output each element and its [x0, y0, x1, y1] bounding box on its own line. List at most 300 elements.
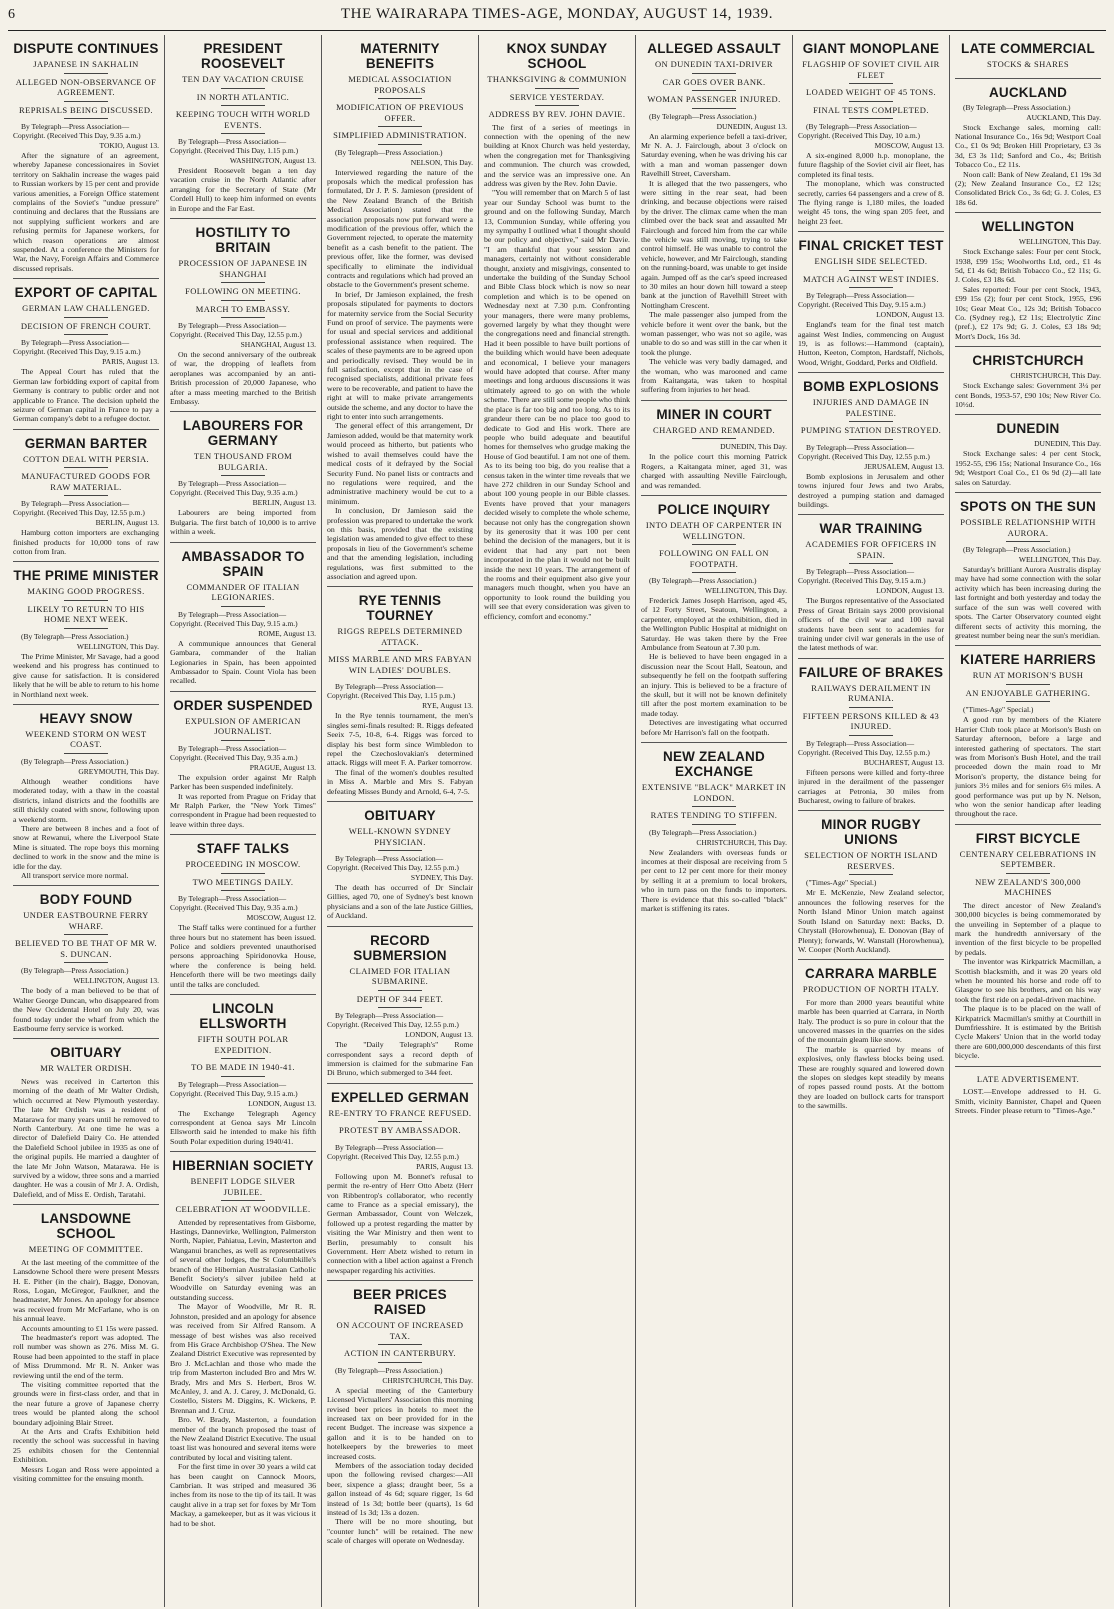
headline: THE PRIME MINISTER: [13, 568, 159, 584]
headline: GERMAN BARTER: [24, 435, 148, 451]
dateline: AUCKLAND, This Day.: [1026, 112, 1101, 122]
headline: POLICE INQUIRY: [657, 502, 771, 517]
paragraph: The death has occurred of Dr Sinclair Gillies, aged 70, one of Sydney's best known physicians and a son of the late Justice Gillies, of Auckland.: [327, 883, 473, 921]
article: [13, 279, 159, 429]
subheading: BELIEVED TO BE THAT OF MR W. S. DUNCAN.: [13, 938, 159, 963]
paragraph: A special meeting of the Canterbury Licensed Victuallers' Association this morning revised beer prices in hotels to meet the increased tax on beer provided for in the recent Budget. The increase was sixpence a gallon and it is to be handed on to hotelkeepers by the breweries to meet increased costs.: [327, 1385, 473, 1461]
subheading: FIFTH SOUTH POLAR EXPEDITION.: [170, 1034, 316, 1059]
masthead: [8, 6, 1106, 31]
paragraph: The first of a series of meetings in connection with the opening of the new building at Knox Church was held yesterday, when the congregation met for Thanksgiving and communion. The church was crowded, and the service was an impressive one. An address was given by the Rev. John Davie.: [484, 122, 630, 188]
dateline: CHRISTCHURCH, This Day.: [1010, 371, 1101, 381]
headline: MINOR RUGBY UNIONS: [821, 817, 921, 848]
dateline: PARIS, August 13.: [416, 1161, 473, 1171]
byline: (By Telegraph—Press Association.): [963, 545, 1071, 555]
dateline: GREYMOUTH, This Day.: [78, 766, 159, 776]
headline: OBITUARY: [50, 1045, 122, 1061]
article: [13, 562, 159, 705]
subheading: ON DUNEDIN TAXI-DRIVER: [641, 59, 787, 74]
subheading: STOCKS & SHARES: [987, 59, 1069, 69]
paragraph: Detectives are investigating what occurred before Mr Harrison's fall on the footpath.: [641, 718, 787, 737]
article: [170, 995, 316, 1152]
subheading: KEEPING TOUCH WITH WORLD EVENTS.: [170, 109, 316, 134]
paragraph: The Mayor of Woodville, Mr R. R. Johnston, presided and an apology for absence was received from Sir Alfred Ransom. A message of best wishes was also received from His Grace Archbishop O'Shea. The New Zealand District Executive was represented by Bro J. McLachlan and those who made the trip from Masterton included Bro and Mrs W. Brady, Mrs and Mrs S. Herbert, Bros W. McAnley, J. and A. J. Carey, J. McDonald, G. Costello, Sisters M. Diggins, K. Wickens, P. Brennan and J. Cruz.: [170, 1302, 316, 1415]
subheading: PROCESSION OF JAPANESE IN SHANGHAI: [170, 258, 316, 283]
dateline: ROME, August 13.: [258, 628, 316, 638]
dateline: PRAGUE, August 13.: [249, 762, 316, 772]
paragraph: The "Daily Telegraph's" Rome correspondent says a record depth of immersion is claimed for the submarine Fan Di Bruno, which submerged to 344 feet.: [327, 1040, 473, 1078]
byline: By Telegraph—Press Association—Copyright. (Received This Day, 9.15 a.m.): [170, 609, 298, 628]
headline: MINER IN COURT: [656, 406, 772, 422]
article: [955, 213, 1101, 347]
paragraph: All transport service more normal.: [21, 871, 129, 881]
paragraph: England's team for the final test match against West Indies, commencing on August 19, is as follows:—Hammond (captain), Hutton, Keeton, Compton, Hardstaff, Nichols, Wood, Wright, Goddard, Perks and Oldfield.: [798, 320, 944, 367]
subheading: LIKELY TO RETURN TO HIS HOME NEXT WEEK.: [13, 604, 159, 629]
headline: BOMB EXPLOSIONS: [803, 379, 939, 395]
subheading: THANKSGIVING & COMMUNION: [484, 74, 630, 89]
masthead-title: THE WAIRARAPA TIMES-AGE, MONDAY, AUGUST 14, 1939.: [340, 6, 774, 22]
paragraph: For the first time in over 30 years a wild cat has been caught on Cannock Moors, Cambrian. It was striped and measured 36 inches from its nose to the tip of its tail. It was caught alive in a trap set for foxes by Mr Tom Mackay, a gamekeeper, but as it was vicious it had to be shot.: [170, 1462, 316, 1528]
headline: PRESIDENT ROOSEVELT: [200, 41, 286, 71]
subheading: FLAGSHIP OF SOVIET CIVIL AIR FLEET: [798, 59, 944, 84]
subheading: DECISION OF FRENCH COURT.: [13, 321, 159, 336]
headline: WELLINGTON: [981, 219, 1075, 235]
paragraph: A good run by members of the Kiatere Harrier Club took place at Morison's Bush on Saturday afternoon, before a large and interested gathering of spectators. The start was from Morison's Bush Hotel, and the trail proceeded down the main road to Mr Morison's property, the distance being for juniors 3½ miles and for seniors 6½ miles. A good performance was put up by N. Nelson, who won the senior handicap after leading throughout the race.: [955, 715, 1101, 819]
subheading: PUMPING STATION DESTROYED.: [798, 425, 944, 440]
subheading: ENGLISH SIDE SELECTED.: [798, 256, 944, 271]
byline: ("Times-Age" Special.): [963, 705, 1034, 715]
subheading: RATES TENDING TO STIFFEN.: [641, 810, 787, 825]
headline: FIRST BICYCLE: [975, 830, 1081, 846]
paragraph: The Burgos representative of the Associated Press of Great Britain says 2000 provisional officers of the civil war and 100 naval students have been sent to academies for training under civil war generals in the use of the latest methods of war.: [798, 596, 944, 653]
subheading: IN NORTH ATLANTIC.: [170, 92, 316, 107]
dateline: RYE, August 13.: [422, 701, 473, 711]
paragraph: Saturday's brilliant Aurora Australis display may have had some connection with the solar activity which has been increasing during the last fortnight and both yesterday and today the surface of the sun was well covered with spots. The Carter Observatory counted eight different sects of activity this morning, the greatest number being near the sun's meridian.: [955, 565, 1101, 640]
subheading: TWO MEETINGS DAILY.: [170, 877, 316, 892]
dateline: WELLINGTON, This Day.: [704, 586, 787, 595]
headline: RECORD SUBMERSION: [353, 932, 447, 963]
subheading: ALLEGED NON-OBSERVANCE OF AGREEMENT.: [13, 77, 159, 102]
article: [798, 35, 944, 232]
subheading: ADDRESS BY REV. JOHN DAVIE.: [488, 109, 626, 119]
byline: By Telegraph—Press Association—Copyright. (Received This Day, 9.35 a.m.): [170, 479, 298, 498]
paragraph: Attended by representatives from Gisborne, Hastings, Dannevirke, Wellington, Palmerston North, Napier, Pahiatua, Levin, Masterton and Wanganui branches, as well as representatives of several other lodges, the St Columbkille's branch of the Hibernian Australasian Catholic Benefit Society's silver jubilee held at Woodville on Saturday evening was an outstanding success.: [170, 1217, 316, 1302]
dateline: LONDON, August 13.: [405, 1030, 473, 1040]
paragraph: At the last meeting of the committee of the Lansdowne School there were present Messrs H. E. Pither (in the chair), Bagge, Donovan, Ross, Logan, McGregor, Faulkner, and the headmaster, Mr Jones. An apology for absence was received from Mr McFarlane, who is on his annual leave.: [13, 1257, 159, 1324]
headline: NEW ZEALAND EXCHANGE: [663, 749, 765, 780]
article: [955, 1067, 1101, 1121]
headline: BEER PRICES RAISED: [353, 1287, 447, 1318]
article: [13, 35, 159, 279]
subheading: MEDICAL ASSOCIATION PROPOSALS: [327, 74, 473, 99]
byline: By Telegraph—Press Association—Copyright. (Received This Day, 9.15 a.m.): [798, 567, 926, 586]
subheading: ACTION IN CANTERBURY.: [327, 1348, 473, 1363]
article: [955, 35, 1101, 79]
paragraph: The expulsion order against Mr Ralph Parker has been suspended indefinitely.: [170, 772, 316, 792]
subheading: MATCH AGAINST WEST INDIES.: [798, 274, 944, 289]
paragraph: The Prime Minister, Mr Savage, had a good weekend and his progress has continued to give cause for satisfaction. It is considered likely that he will be able to return to his home in Northland next week.: [13, 651, 159, 699]
headline: EXPELLED GERMAN: [330, 1089, 469, 1105]
byline: (By Telegraph—Press Association.): [649, 576, 757, 585]
subheading: FINAL TESTS COMPLETED.: [798, 105, 944, 120]
dateline: CHRISTCHURCH, This Day.: [696, 837, 787, 847]
byline: (By Telegraph—Press Association—Copyright. (Received This Day, 10 a.m.): [798, 122, 921, 140]
subheading: COMMANDER OF ITALIAN LEGIONARIES.: [170, 582, 316, 607]
byline: (By Telegraph—Press Association.): [21, 966, 129, 976]
paragraph: Accounts amounting to £1 15s were passed.: [21, 1323, 159, 1333]
paragraph: In conclusion, Dr Jamieson said the profession was prepared to undertake the work on this basis, provided that the existing legislation was amended to give effect to these proposals in lieu of the Government's scheme and that the amending legislation, including regulations, was first submitted to the association and agreed upon.: [327, 506, 473, 581]
article: [798, 960, 944, 1115]
paragraph: The Staff talks were continued for a further three hours but no statement has been issued. Police and soldiers prevented unauthorised persons approaching Spiridonovka House, where the conference is being held. Henceforth there will be two meetings daily until the talks are concluded.: [170, 923, 316, 989]
paragraph: The Appeal Court has ruled that the German law forbidding export of capital from Germany is contrary to public order and not applicable to France. The decision upheld the seizure of German capital in France to pay a German company's debt to a refugee doctor.: [13, 367, 159, 424]
article: [170, 1152, 316, 1533]
article: [484, 35, 630, 626]
dateline: DUNEDIN, This Day.: [720, 442, 787, 452]
subheading: CHARGED AND REMANDED.: [641, 425, 787, 440]
headline: SPOTS ON THE SUN: [960, 499, 1096, 515]
dateline: CHRISTCHURCH, This Day.: [382, 1375, 473, 1385]
paragraph: Stock Exchange sales: Four per cent Stock, 1938, £99 15s; Woolworths Ltd, ord., £1 4s 5d, £1 4s 6d; British Tobacco Co., £2 11s; G. J. Coles, £3 18s 6d.: [955, 247, 1101, 285]
paragraph: The marble is quarried by means of explosives, only flawless blocks being used. These are roughly squared and lowered down the slopes on sledges kept steadily by means of ropes passed round posts. At the bottom they are loaded on bullock carts for transport to the sawmills.: [798, 1044, 944, 1111]
headline: FINAL CRICKET TEST: [798, 238, 944, 254]
subheading: PRODUCTION OF NORTH ITALY.: [802, 984, 940, 995]
byline: By Telegraph—Press Association—Copyright. (Received This Day, 9.15 a.m.): [13, 338, 141, 357]
article: [327, 1084, 473, 1281]
subheading: AN ENJOYABLE GATHERING.: [955, 688, 1101, 703]
article: [327, 927, 473, 1084]
subheading: TEN DAY VACATION CRUISE: [170, 74, 316, 89]
article: [327, 1281, 473, 1550]
subheading: RE-ENTRY TO FRANCE REFUSED.: [327, 1108, 473, 1123]
subheading: CLAIMED FOR ITALIAN SUBMARINE.: [327, 966, 473, 991]
paragraph: The vehicle was very badly damaged, and the woman, who was marooned and came from Kaitangata, was taken to hospital suffering from injuries to her head.: [641, 357, 787, 395]
subheading: FOLLOWING ON FALL ON FOOTPATH.: [641, 548, 787, 573]
byline: (By Telegraph—Press Association.): [335, 1365, 443, 1375]
article: [641, 401, 787, 496]
headline: MATERNITY BENEFITS: [360, 41, 440, 71]
subheading: RUN AT MORISON'S BUSH: [955, 670, 1101, 685]
article: [641, 496, 787, 743]
paragraph: Stock Exchange sales: 4 per cent Stock, 1952-55, £96 15s; National Insurance Co., 16s 9d; Westport Coal Co., £1 0s 9d (2)—all late sales on Saturday.: [955, 449, 1101, 487]
headline: CHRISTCHURCH: [972, 353, 1084, 369]
dateline: BERLIN, August 13.: [95, 518, 159, 528]
byline: By Telegraph—Press Association—Copyright. (Received This Day, 1.15 p.m.): [170, 137, 299, 155]
headline: GIANT MONOPLANE: [802, 41, 940, 56]
dateline: BUCHAREST, August 13.: [863, 757, 944, 767]
byline: By Telegraph—Press Association—Copyright. (Received This Day, 12.55 p.m.): [798, 442, 930, 461]
subheading: PROTEST BY AMBASSADOR.: [327, 1125, 473, 1140]
dateline: WELLINGTON, This Day.: [1018, 555, 1101, 565]
paragraph: Fifteen persons were killed and forty-three injured in the derailment of the passenger carriages at Petronia, 30 miles from Bucharest, owing to failure of brakes.: [798, 767, 944, 806]
byline: (By Telegraph—Press Association.): [963, 102, 1071, 112]
subheading: MODIFICATION OF PREVIOUS OFFER.: [327, 102, 473, 127]
dateline: SYDNEY, This Day.: [410, 873, 473, 883]
headline: AMBASSADOR TO SPAIN: [181, 548, 305, 579]
byline: (By Telegraph—Press Association.): [649, 111, 757, 121]
headline: LATE COMMERCIAL: [961, 41, 1095, 56]
page-number: 6: [8, 7, 15, 22]
paragraph: Following upon M. Bonnet's refusal to permit the re-entry of Herr Otto Abetz (Herr von Ribbentrop's collaborator, who recently came to France as a special emissary), the German Ambassador, Count von Welczek, followed up a protest regarding the matter by visiting the War Ministry and then went to Berlin, presumably to consult his Government. Herr Abetz wished to return in connection with a libel action against a French newspaper regarding his activities.: [327, 1171, 473, 1275]
column-3: [322, 35, 479, 1607]
byline: By Telegraph—Press Association—Copyright. (Received This Day, 9.35 a.m.): [170, 894, 298, 913]
paragraph: A communique announces that General Gambara, commander of the Italian Legionaries in Spain, has been appointed Ambassador to Spain. Count Viola has been recalled.: [170, 638, 316, 686]
headline: HIBERNIAN SOCIETY: [172, 1158, 314, 1174]
paragraph: The body of a man believed to be that of Walter George Duncan, who disappeared from the New Occidental Hotel on July 20, was found today under the wharf from which the Eastbourne ferry service is worked.: [13, 986, 159, 1034]
subheading: TEN THOUSAND FROM BULGARIA.: [170, 451, 316, 476]
byline: By Telegraph—Press Association—Copyright. (Received This Day, 12.55 p.m.): [327, 1011, 459, 1030]
byline: (By Telegraph—Press Association.): [21, 631, 129, 641]
article: [327, 35, 473, 587]
paragraph: Members of the association today decided upon the following revised charges:—All beer, sixpence a glass; draught beer, 5s a gallon instead of 4s 6d; square rigger, 1s 6d instead of 1s 3d; bottle beer (quarts), 1s 6d instead of 1s 3d; 13s a dozen.: [327, 1461, 473, 1518]
subheading: SIMPLIFIED ADMINISTRATION.: [327, 130, 473, 145]
paragraph: Stock Exchange sales: Government 3¼ per cent Bonds, 1953-57, £90 10s; New River Co. 10½d.: [955, 381, 1101, 410]
subheading: EXPULSION OF AMERICAN JOURNALIST.: [170, 716, 316, 741]
article: [327, 587, 473, 802]
columns-container: [8, 35, 1106, 1607]
subheading: RIGGS REPELS DETERMINED ATTACK.: [327, 626, 473, 651]
article: [327, 802, 473, 927]
paragraph: Bro. W. Brady, Masterton, a foundation member of the branch proposed the toast of the New Zealand District Executive. The usual toast list was honoured and several items were contributed by local and visiting talent.: [170, 1415, 316, 1462]
paragraph: The plaque is to be placed on the wall of Kirkpatrick Macmillan's smithy at Courthill in Dumfriesshire. It is estimated by the British Cycle Makers' Union that in the world today there are 600,000,000 descendants of this first bicycle.: [955, 1004, 1101, 1061]
byline: (By Telegraph—Press Association.): [21, 756, 129, 766]
headline: LABOURERS FOR GERMANY: [182, 418, 304, 449]
byline: By Telegraph—Press Association—Copyright. (Received This Day, 1.15 p.m.): [327, 682, 456, 701]
article: [170, 543, 316, 692]
subheading: EXTENSIVE "BLACK" MARKET IN LONDON.: [641, 782, 787, 807]
subheading: FOLLOWING ON MEETING.: [170, 286, 316, 301]
byline: By Telegraph—Press Association—Copyright. (Received This Day, 9.35 a.m.): [13, 122, 141, 140]
dateline: LONDON, August 13.: [876, 586, 944, 596]
article: [170, 219, 316, 412]
subheading: GERMAN LAW CHALLENGED.: [13, 303, 159, 318]
headline: HEAVY SNOW: [39, 710, 133, 726]
paragraph: At the Arts and Crafts Exhibition held recently the school was successful in having 25 exhibits chosen for the Centennial Exhibition.: [13, 1427, 159, 1465]
paragraph: It was reported from Prague on Friday that Mr Ralph Parker, the "New York Times" correspondent in Prague had been requested to leave within three days.: [170, 791, 316, 829]
paragraph: Messrs Logan and Ross were appointed a visiting committee for the ensuing month.: [13, 1464, 159, 1484]
headline: LINCOLN ELLSWORTH: [199, 1001, 287, 1031]
headline: KIATERE HARRIERS: [960, 652, 1096, 668]
headline: DUNEDIN: [996, 421, 1060, 437]
paragraph: The direct ancestor of New Zealand's 300,000 bicycles is being commemorated by the unveiling in September of a plaque to mark the hundredth anniversary of the invention of the first bicycle to be propelled by pedals.: [955, 900, 1101, 957]
byline: By Telegraph—Press Association—Copyright. (Received This Day, 12.55 p.m.): [798, 738, 930, 757]
paragraph: An alarming experience befell a taxi-driver, Mr N. A. J. Fairclough, about 3 o'clock on Saturday evening, when he was driving his car with a man and woman passenger down Ravelhill Street, Caversham.: [641, 131, 787, 179]
article: [641, 35, 787, 401]
article: [955, 347, 1101, 415]
paragraph: The monoplane, which was constructed secretly, carries 64 passengers and a crew of 8. The flying range is 1,180 miles, the loaded weight 45 tons, the wing span 205 feet, and height 23 feet.: [798, 179, 944, 226]
dateline: LONDON, August 13.: [876, 310, 944, 320]
subheading: COTTON DEAL WITH PERSIA.: [13, 454, 159, 469]
paragraph: In the police court this morning Patrick Rogers, a Kaitangata miner, aged 31, was charged with assaulting Neville Fairclough, and was remanded.: [641, 452, 787, 490]
article: [170, 692, 316, 835]
subheading: MARCH TO EMBASSY.: [170, 304, 316, 319]
paragraph: After the signature of an agreement, whereby Japanese concessionaires in Soviet territory on Sakhalin increase the wages paid to Russian workers by 15 per cent and provide various amenities, a Foreign Office statement complains of the Soviet's "undue pressure" continuing and declares that the Russians are not supplying sufficient workers and are refusing permits for Japanese workers, for which reason operations are almost suspended. At a conference the Ministers for War, the Navy, Foreign Affairs and Commerce discussed reprisals.: [13, 151, 159, 273]
byline: ("Times-Age" Special.): [806, 878, 877, 888]
subheading: MISS MARBLE AND MRS FABYAN WIN LADIES' DOUBLES.: [327, 654, 473, 679]
column-7: [950, 35, 1106, 1607]
subheading: WEEKEND STORM ON WEST COAST.: [13, 729, 159, 754]
subheading: NEW ZEALAND'S 300,000 MACHINES: [975, 876, 1081, 898]
column-2: [165, 35, 322, 1607]
column-4: [479, 35, 636, 1607]
subheading: REPRISALS BEING DISCUSSED.: [13, 105, 159, 120]
subheading: ACADEMIES FOR OFFICERS IN SPAIN.: [798, 539, 944, 564]
dateline: JERUSALEM, August 13.: [864, 461, 944, 471]
paragraph: New Zealanders with overseas funds or incomes at their disposal are receiving from 5 per cent to 12 per cent more for their money by selling it at a premium to local brokers, who in turn pass on the funds to importers. There is evidence that this so-called "black" market is stiffening its rates.: [641, 847, 787, 914]
paragraph: The visiting committee reported that the grounds were in first-class order, and that in the near future a grove of Japanese cherry trees would be planted along the school boundary adjoining Blair Street.: [13, 1380, 159, 1427]
dateline: DUNEDIN, August 13.: [716, 121, 787, 131]
subheading: BENEFIT LODGE SILVER JUBILEE.: [170, 1176, 316, 1201]
column-1: [8, 35, 165, 1607]
subheading: CENTENARY CELEBRATIONS IN SEPTEMBER.: [955, 849, 1101, 874]
paragraph: LOST.—Envelope addressed to H. G. Smith, vicinity Bannister, Chapel and Queen Streets. Finder please return to "Times-Age.": [955, 1087, 1101, 1115]
article: [955, 79, 1101, 214]
byline: By Telegraph—Press Association—Copyright. (Received This Day, 9.15 a.m.): [798, 291, 926, 310]
paragraph: The male passenger also jumped from the vehicle before it went over the bank, but the woman passenger, who was not so agile, was unable to do so and was still in the car when it took the plunge.: [641, 310, 787, 357]
subheading: UNDER EASTBOURNE FERRY WHARF.: [13, 910, 159, 935]
subheading: LOADED WEIGHT OF 45 TONS.: [798, 87, 944, 102]
subheading: SERVICE YESTERDAY.: [484, 92, 630, 107]
paragraph: Hamburg cotton importers are exchanging finished products for 10,000 tons of raw cotton from Iran.: [13, 528, 159, 557]
subheading: INJURIES AND DAMAGE IN PALESTINE.: [798, 397, 944, 422]
paragraph: A six-engined 8,000 h.p. monoplane, the future flagship of the Soviet civil air fleet, has completed its final tests.: [798, 151, 944, 179]
paragraph: President Roosevelt began a ten day vacation cruise in the North Atlantic after arranging for the Secretary of State (Mr Cordell Hull) to keep him informed on events in Europe and the Far East.: [170, 166, 316, 213]
subheading: INTO DEATH OF CARPENTER IN WELLINGTON.: [641, 520, 787, 545]
dateline: PARIS, August 13.: [102, 357, 159, 367]
subheading: MR WALTER ORDISH.: [40, 1063, 132, 1074]
paragraph: In brief, Dr Jamieson explained, the fresh proposals stipulated for payments to doctors for maternity service from the Social Security Fund on proof of service. The payments were for usual and special services and additional professional assistance when required. The scales of these payments are to be agreed upon and periodically revised. They would be in full satisfaction, except that in the case of recognised specialists, additional private fees were to be recoverable, and patient to have the right at will to make private arrangements outside the scheme, and any doctor to have the right to enter into such arrangements.: [327, 289, 473, 422]
subheading: MANUFACTURED GOODS FOR RAW MATERIAL.: [13, 471, 159, 496]
paragraph: There are between 8 inches and a foot of snow at Rewanui, where the Liverpool State Mine is situated. The rope boys this morning declined to work in the snow and the mine is idle for the day.: [13, 824, 159, 871]
paragraph: News was received in Carterton this morning of the death of Mr Walter Ordish, which occurred at New Plymouth yesterday. The late Mr Ordish was a resident of Matarawa for many years until he removed to North Canterbury. At one time he was a director of Dalefield Dairy Co. He attended the Dalefield School jubilee in 1935 as one of the original pupils. He married a daughter of the late Mr John Watson, Matarawa. He is survived by a widow, three sons and a married daughter. He was a cousin of Mr J. A. Ordish, Dalefield, and of Miss E. Ordish, Taratahi.: [13, 1076, 159, 1199]
article: [641, 743, 787, 918]
subheading: CAR GOES OVER BANK.: [641, 77, 787, 92]
paragraph: The Exchange Telegraph Agency correspondent at Genoa says Mr Lincoln Ellsworth said he intended to make his fifth South Polar expedition during 1940/41.: [170, 1108, 316, 1146]
dateline: WELLINGTON, This Day.: [76, 641, 159, 651]
headline: DISPUTE CONTINUES: [13, 41, 159, 56]
paragraph: For more than 2000 years beautiful white marble has been quarried at Carrara, in North Italy. The product is so pure in colour that the uncovered masses in the quarries on the sides of the mountain gleam like snow.: [798, 997, 944, 1045]
byline: By Telegraph—Press Association—Copyright. (Received This Day, 9.15 a.m.): [170, 1079, 298, 1098]
headline: WAR TRAINING: [819, 521, 923, 537]
paragraph: The final of the women's doubles resulted in Miss A. Marble and Mrs S. Fabyan defeating Misses Bundy and Arnold, 6-4, 7-5.: [327, 767, 473, 796]
paragraph: Labourers are being imported from Bulgaria. The first batch of 10,000 is to arrive within a week.: [170, 508, 316, 537]
headline: STAFF TALKS: [196, 841, 290, 857]
subheading: WOMAN PASSENGER INJURED.: [641, 94, 787, 109]
subheading: CELEBRATION AT WOODVILLE.: [175, 1204, 311, 1215]
subheading: FIFTEEN PERSONS KILLED & 43 INJURED.: [798, 711, 944, 736]
subheading: LATE ADVERTISEMENT.: [976, 1073, 1080, 1084]
subheading: ON ACCOUNT OF INCREASED TAX.: [327, 1320, 473, 1345]
article: [170, 835, 316, 995]
byline: (By Telegraph—Press Association.): [335, 147, 443, 157]
paragraph: Bomb explosions in Jerusalem and other towns injured four Jews and two Arabs, destroyed a pumping station and damaged buildings.: [798, 471, 944, 509]
article: [955, 646, 1101, 824]
headline: ALLEGED ASSAULT: [647, 41, 781, 56]
article: [798, 811, 944, 960]
paragraph: "You will remember that on March 5 of last year our Sunday School was burnt to the ground and on the following Sunday, March 13, Communion Sunday, while offering you my sympathy I outlined what I thought should be our policy and objective," said Mr Davie. "I am thankful that your session and managers, certainly not without considerable thought, anxiety and misgivings, consented to undertake the building of the Sunday School and Bible Class block which is now so near completion and which is to be opened on Wednesday next at 7.30 p.m. Confronting your managers, there were many problems, governed largely by what they thought were the congregations need and financial strength. Had it been possible to have built portions of the building which would have been adequate and economical, I believe your managers would have adopted that course. After many meetings and long arduous discussions it was ultimately agreed to go on with the whole scheme. There are still some people who think the place is far too big and too long. As to its grandeur there can be no place too good to dedicate to God and His work. There are people who build adequate and beautiful homes for themselves who grudge making the House of God beautiful. I am not one of them. As to its being too big, do you realise that a census taken in the winter time reveals that we have 272 children in our Sunday School and about 100 young people in our Bible classes. Events have proved that your managers decided wisely to complete the whole scheme, because not only has the congregation shown by its generosity that it was 100 per cent behind the decision of the managers, but it is evident that had any part not been incorporated in the plan it would not be built inside the next 10 years. The arrangement of the rooms and their equipment also give your managers much thought, when you have an opportunity to look round the building you will see that every consideration was given to efficiency, comfort and economy.": [484, 188, 630, 621]
paragraph: The headmaster's report was adopted. The roll number was shown as 276. Miss M. G. Rouse had been appointed to the staff in place of Miss Drummond. Mr R. N. Anker was reviewing until the end of the term.: [13, 1333, 159, 1380]
headline: HOSTILITY TO BRITAIN: [195, 225, 291, 256]
article: [955, 415, 1101, 493]
paragraph: On the second anniversary of the outbreak of war, the dropping of leaflets from aeroplanes was accompanied by an anti-British procession of 20,000 Japanese, who after a mass meeting marched to the British Embassy.: [170, 350, 316, 407]
article: [170, 35, 316, 219]
headline: OBITUARY: [364, 808, 436, 824]
paragraph: Stock Exchange sales, morning call: National Insurance Co., 16s 9d; Westport Coal Co., £1 0s 9d; Broken Hill Proprietary, £3 3s 3d, £3 3s 11d; Sanford and Co., 4s; British Tobacco Co., £2 11s.: [955, 122, 1101, 170]
subheading: DEPTH OF 344 FEET.: [327, 994, 473, 1009]
headline: BODY FOUND: [39, 892, 133, 908]
dateline: WELLINGTON, August 13.: [73, 976, 159, 986]
byline: By Telegraph—Press Association—Copyright. (Received This Day, 9.35 a.m.): [170, 743, 298, 762]
dateline: MOSCOW, August 13.: [874, 141, 944, 150]
subheading: SELECTION OF NORTH ISLAND RESERVES.: [798, 850, 944, 875]
dateline: DUNEDIN, This Day.: [1034, 439, 1101, 449]
article: [955, 493, 1101, 646]
dateline: SHANGHAI, August 13.: [240, 340, 316, 350]
article: [170, 412, 316, 542]
article: [798, 232, 944, 373]
headline: LANSDOWNE SCHOOL: [40, 1211, 132, 1242]
subheading: TO BE MADE IN 1940-41.: [170, 1062, 316, 1077]
byline: By Telegraph—Press Association—Copyright. (Received This Day, 12.55 p.m.): [327, 1142, 459, 1161]
paragraph: Although weather conditions have moderated today, with a thaw in the coastal districts, inland districts and the foothills are still thickly coated with snow, following upon a weekend storm.: [13, 776, 159, 824]
subheading: MAKING GOOD PROGRESS.: [13, 586, 159, 601]
paragraph: There will be no more shouting, but "counter lunch" will be retained. The new scale of charges will operate on Wednesday.: [327, 1517, 473, 1546]
dateline: WELLINGTON, This Day.: [1018, 237, 1101, 247]
article: [798, 515, 944, 658]
byline: By Telegraph—Press Association—Copyright. (Received This Day, 12.55 p.m.): [170, 321, 302, 340]
dateline: TOKIO, August 13.: [99, 141, 159, 150]
paragraph: In the Rye tennis tournament, the men's singles semi-finals resulted: R. Riggs defeated Seeix 7-5, 10-8, 6-4. Riggs was forced to display his best form since Wimbledon to repel the Czechoslovakian's determined attack. Riggs will meet F. A. Parker tomorrow.: [327, 711, 473, 768]
headline: KNOX SUNDAY SCHOOL: [506, 41, 608, 71]
paragraph: He is believed to have been engaged in a discussion near the Scout Hall, Seatoun, and subsequently he fell on the footpath suffering an injury. This is believed to be a fracture of the skull, but it will not be known definitely till after the post mortem examination to be made today.: [641, 652, 787, 718]
headline: AUCKLAND: [988, 84, 1068, 100]
byline: By Telegraph—Press Association—Copyright. (Received This Day, 12.55 p.m.): [327, 854, 459, 873]
paragraph: Mr E. McKenzie, New Zealand selector, announces the following reserves for the North Island Minor Union match against South Island on Saturday next: Backs, D. Chrystall (Horowhenua), E. Donovan (Bay of Plenty); forwards, W. Wanstall (Horowhenua), W. Cooper (North Auckland).: [798, 888, 944, 954]
paragraph: Sales reported: Four per cent Stock, 1943, £99 15s (2); four per cent Stock, 1955, £96 10s; Gear Meat Co., 12s 3d; British Tobacco Co. (Sydney reg.), £2 11s; Electrolytic Zinc (pref.), £2 17s 9d; G. J. Coles, £3 18s 9d; Mort's Dock, 16s 3d.: [955, 284, 1101, 341]
subheading: POSSIBLE RELATIONSHIP WITH AURORA.: [955, 517, 1101, 542]
article: [798, 659, 944, 812]
article: [955, 825, 1101, 1067]
dateline: LONDON, August 13.: [248, 1098, 316, 1108]
subheading: RAILWAYS DERAILMENT IN RUMANIA.: [798, 683, 944, 708]
headline: ORDER SUSPENDED: [173, 697, 313, 713]
paragraph: Interviewed regarding the nature of the proposals which the medical profession has formulated, Dr J. P. S. Jamieson (president of the New Zealand Branch of the British Medical Association) stated that the association proposals now put forward were a modification of the previous offer, which the Government rejected, to operate the maternity benefit as a cash benefit to the patient. The previous offer, like the former, was devised specifically to eliminate the individual contracts and regulations which had proved an obstacle to the Government's present scheme.: [327, 167, 473, 290]
headline: CARRARA MARBLE: [804, 966, 938, 982]
subheading: JAPANESE IN SAKHALIN: [13, 59, 159, 74]
paragraph: The general effect of this arrangement, Dr Jamieson added, would be that maternity work would proceed as hitherto, but patients who wished to avail themselves could have the medical costs of it defrayed by the Social Security Fund. No panel lists or contracts and no regulations were required, and the administrative machinery would be cut to a minimum.: [327, 421, 473, 506]
subheading: MEETING OF COMMITTEE.: [28, 1244, 144, 1255]
paragraph: The inventor was Kirkpatrick Macmillan, a Scottish blacksmith, and it was 20 years old when he mounted his horse and rode off to Glasgow to see his brothers, and on his way took the first ride on a pedal-driven machine.: [955, 957, 1101, 1004]
article: [13, 430, 159, 563]
subheading: PROCEEDING IN MOSCOW.: [170, 859, 316, 874]
paragraph: Noon call: Bank of New Zealand, £1 19s 3d (2); New Zealand Insurance Co., £2 12s; Consolidated Brick Co., 3s 6d; G. J. Coles, £3 18s 6d.: [955, 169, 1101, 207]
headline: FAILURE OF BRAKES: [798, 664, 944, 680]
dateline: NELSON, This Day.: [410, 157, 473, 167]
headline: EXPORT OF CAPITAL: [14, 285, 158, 301]
article: [13, 886, 159, 1039]
dateline: WASHINGTON, August 13.: [229, 156, 316, 165]
dateline: BERLIN, August 13.: [252, 498, 316, 508]
article: [798, 373, 944, 515]
paragraph: Frederick James Joseph Harrison, aged 45, of 12 Forty Street, Seatoun, Wellington, a carpenter, employed at the exhibition, died in the Wellington Public Hospital at midnight on Saturday. He was taken there by the Free Ambulance from Seatoun at 7.30 p.m.: [641, 596, 787, 653]
column-5: [636, 35, 793, 1607]
subheading: WELL-KNOWN SYDNEY PHYSICIAN.: [327, 826, 473, 851]
paragraph: It is alleged that the two passengers, who were sitting in the rear seat, had been drinking, and because objections were raised by the driver. The climax came when the man climbed over the back seat and assaulted Mr Fairclough and forced him from the car while the vehicle was still moving, trying to take control himself. He was unable to control the vehicle, however, and Mr Fairclough, standing on the running-board, was unable to get inside again. Jumped off as the car's speed increased to 30 miles an hour down hill toward a steep bank at the junction of Ravelhill Street with Nottingham Crescent.: [641, 178, 787, 310]
byline: By Telegraph—Press Association—Copyright. (Received This Day, 12.55 p.m.): [13, 499, 145, 518]
article: [13, 1205, 159, 1488]
article: [13, 705, 159, 886]
dateline: MOSCOW, August 12.: [246, 913, 316, 923]
column-6: [793, 35, 950, 1607]
byline: (By Telegraph—Press Association.): [649, 827, 757, 837]
